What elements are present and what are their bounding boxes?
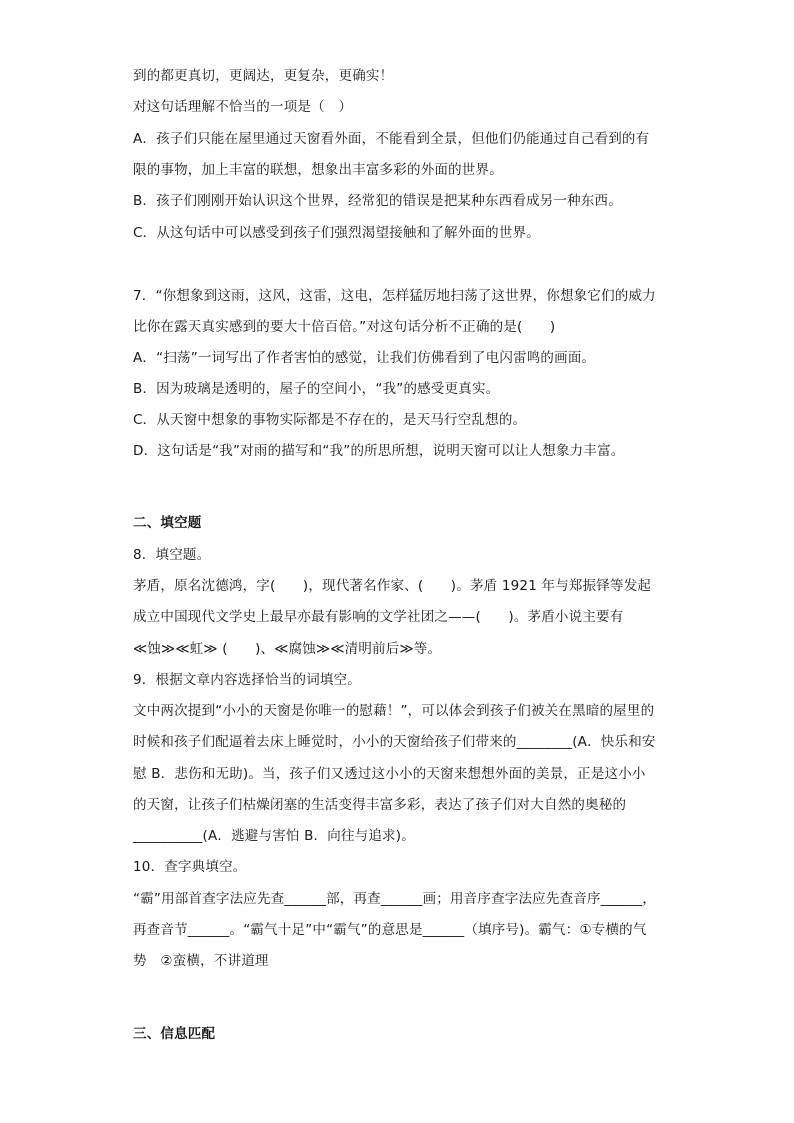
q9-line1: 文中两次提到“小小的天窗是你唯一的慰藉！”，可以体会到孩子们被关在黑暗的屋里的 — [133, 703, 655, 719]
q10-line2: 再查音节______。“霸气十足”中“霸气”的意思是______（填序号)。霸气：①专横的气 — [133, 922, 647, 938]
q9-stem: 9．根据文章内容选择恰当的词填空。 — [133, 672, 361, 688]
q6-continuation: 到的都更真切，更阔达，更复杂，更确实！ — [133, 68, 394, 84]
q7-stem-line1: 7．“你想象到这雨，这风，这雷，这电，怎样猛厉地扫荡了这世界，你想象它们的威力 — [133, 288, 656, 304]
q6-option-a-line1: A．孩子们只能在屋里通过天窗看外面，不能看到全景，但他们仍能通过自己看到的有 — [133, 131, 650, 147]
q7-option-c: C．从天窗中想象的事物实际都是不存在的，是天马行空乱想的。 — [133, 412, 527, 428]
q7-stem-line2: 比你在露天真实感到的要大十倍百倍。”对这句话分析不正确的是( ) — [133, 319, 556, 335]
section-heading-fill-in: 二、填空题 — [133, 515, 202, 531]
q8-line3: ≪蚀≫≪虹≫ ( )、≪腐蚀≫≪清明前后≫等。 — [133, 641, 442, 657]
q10-stem: 10．查字典填空。 — [133, 859, 247, 875]
q7-option-b: B．因为玻璃是透明的，屋子的空间小，“我”的感受更真实。 — [133, 381, 500, 397]
q10-line1: “霸”用部首查字法应先查______部，再查______画；用音序查字法应先查音序______， — [133, 891, 657, 907]
q9-line3: 慰 B．悲伤和无助)。当，孩子们又透过这小小的天窗来想想外面的美景，正是这小小 — [133, 766, 646, 782]
q9-line5: __________(A．逃避与害怕 B．向往与追求)。 — [133, 828, 415, 844]
q9-line4: 的天窗，让孩子们枯燥闭塞的生活变得丰富多彩，表达了孩子们对大自然的奥秘的 — [133, 797, 627, 813]
q6-option-b: B．孩子们刚刚开始认识这个世界，经常犯的错误是把某种东西看成另一种东西。 — [133, 193, 622, 209]
q8-line2: 成立中国现代文学史上最早亦最有影响的文学社团之——( )。茅盾小说主要有 — [133, 609, 624, 625]
q9-line2: 时候和孩子们配逼着去床上睡觉时，小小的天窗给孩子们带来的________(A．快乐和安 — [133, 734, 656, 750]
q6-option-c: C．从这句话中可以感受到孩子们强烈渴望接触和了解外面的世界。 — [133, 225, 540, 241]
q7-option-a: A．“扫荡”一词写出了作者害怕的感觉，让我们仿佛看到了电闪雷鸣的画面。 — [133, 350, 596, 366]
q6-stem: 对这句话理解不恰当的一项是（ ） — [133, 99, 353, 115]
q7-option-d: D．这句话是“我”对雨的描写和“我”的所思所想，说明天窗可以让人想象力丰富。 — [133, 443, 625, 459]
q8-line1: 茅盾，原名沈德鸿，字( )，现代著名作家、( )。茅盾 1921 年与郑振铎等发起 — [133, 578, 652, 594]
section-heading-info-match: 三、信息匹配 — [133, 1026, 216, 1042]
q8-stem: 8．填空题。 — [133, 547, 211, 563]
q10-line3: 势 ②蛮横，不讲道理 — [133, 953, 269, 969]
q6-option-a-line2: 限的事物，加上丰富的联想，想象出丰富多彩的外面的世界。 — [133, 162, 503, 178]
